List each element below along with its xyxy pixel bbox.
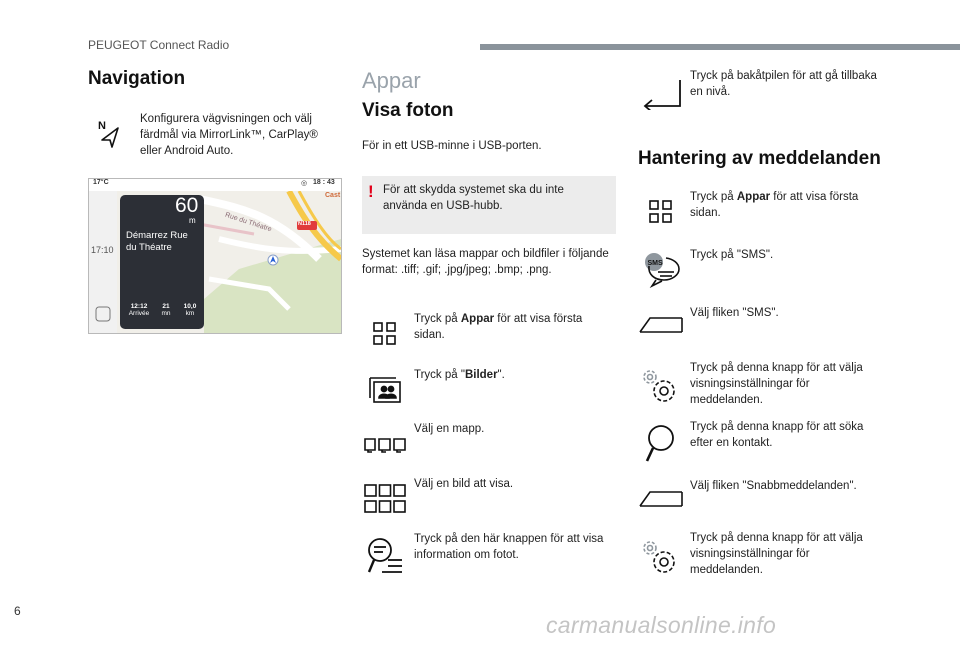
page-number: 6 xyxy=(14,604,21,618)
screen-street-label: Rue du Théatre xyxy=(224,211,273,234)
screen-gps-icon: ◎ xyxy=(301,180,308,187)
msg-step-tab-sms: Välj fliken "SMS". xyxy=(690,307,779,319)
msg-step-appar: Tryck på Appar för att visa första sidan. xyxy=(690,191,859,219)
step-folder: Välj en mapp. xyxy=(414,423,485,435)
screen-duration-value: 21 xyxy=(162,303,170,310)
screen-duration-label: mn xyxy=(161,310,171,317)
tab-icon xyxy=(638,316,684,334)
back-arrow-icon xyxy=(642,78,682,110)
navigation-screen xyxy=(88,178,342,334)
svg-text:N: N xyxy=(98,120,106,132)
sms-icon xyxy=(642,252,682,288)
folders-icon xyxy=(364,437,406,453)
settings-gears-icon xyxy=(640,367,680,405)
running-header: PEUGEOT Connect Radio xyxy=(88,38,230,52)
screen-arrival-label: Arrivée xyxy=(128,310,150,317)
info-search-icon xyxy=(366,536,404,576)
screen-arrival-time: 12:12 xyxy=(130,303,148,310)
navigation-arrow-icon xyxy=(98,118,122,148)
watermark: carmanualsonline.info xyxy=(546,612,777,638)
tab-icon xyxy=(638,490,684,508)
step-info: Tryck på den här knappen för att visa information om fotot. xyxy=(414,533,604,561)
msg-step-settings: Tryck på denna knapp för att välja visningsinställningar för meddelanden. xyxy=(690,362,863,406)
screen-distance-value: 60 xyxy=(175,194,199,217)
visa-foton-heading: Visa foton xyxy=(362,100,454,121)
grid-icon xyxy=(649,200,673,224)
navigation-heading: Navigation xyxy=(88,68,186,89)
step-appar: Tryck på Appar för att visa första sidan. xyxy=(414,313,583,341)
back-step: Tryck på bakåtpilen för att gå tillbaka en nivå. xyxy=(690,70,877,98)
grid-icon xyxy=(373,322,397,346)
navigation-description: Konfigurera vägvisningen och välj färdmål via MirrorLink™, CarPlay® eller Android Auto. xyxy=(140,113,318,157)
header-bar xyxy=(480,44,960,50)
formats-text: Systemet kan läsa mappar och bildfiler i följande format: .tiff; .gif; .jpg/jpeg; .bmp; .png. xyxy=(362,248,609,276)
screen-temperature: 17°C xyxy=(93,179,109,186)
image-grid-icon xyxy=(364,484,406,514)
screen-instruction: Démarrez Rue du Théatre xyxy=(126,230,188,253)
search-icon xyxy=(644,424,676,464)
msg-step-tab-quick: Välj fliken "Snabbmeddelanden". xyxy=(690,480,857,492)
appar-heading: Appar xyxy=(362,68,421,93)
screen-road-badge: N118 xyxy=(298,221,311,227)
screen-remaining-label: km xyxy=(185,310,195,317)
screen-clock: 18 : 43 xyxy=(313,179,335,186)
screen-distance-unit: m xyxy=(189,216,196,225)
msg-step-search: Tryck på denna knapp för att söka efter en kontakt. xyxy=(690,421,864,449)
step-image: Välj en bild att visa. xyxy=(414,478,514,490)
usb-intro: För in ett USB-minne i USB-porten. xyxy=(362,140,542,152)
step-bilder: Tryck på "Bilder". xyxy=(414,369,505,381)
msg-step-sms: Tryck på "SMS". xyxy=(690,249,774,261)
screen-remaining-value: 10,0 xyxy=(183,303,197,310)
screen-side-time: 17:10 xyxy=(91,245,114,255)
warning-icon: ! xyxy=(368,182,374,201)
msg-step-settings-2: Tryck på denna knapp för att välja visningsinställningar för meddelanden. xyxy=(690,532,863,576)
hantering-heading: Hantering av meddelanden xyxy=(638,148,881,169)
warning-text: För att skydda systemet ska du inte använda en USB-hubb. xyxy=(383,184,564,212)
photos-icon xyxy=(368,376,402,404)
settings-gears-icon xyxy=(640,538,680,576)
svg-text:SMS: SMS xyxy=(647,260,663,267)
screen-place-label: Cast xyxy=(325,192,341,199)
